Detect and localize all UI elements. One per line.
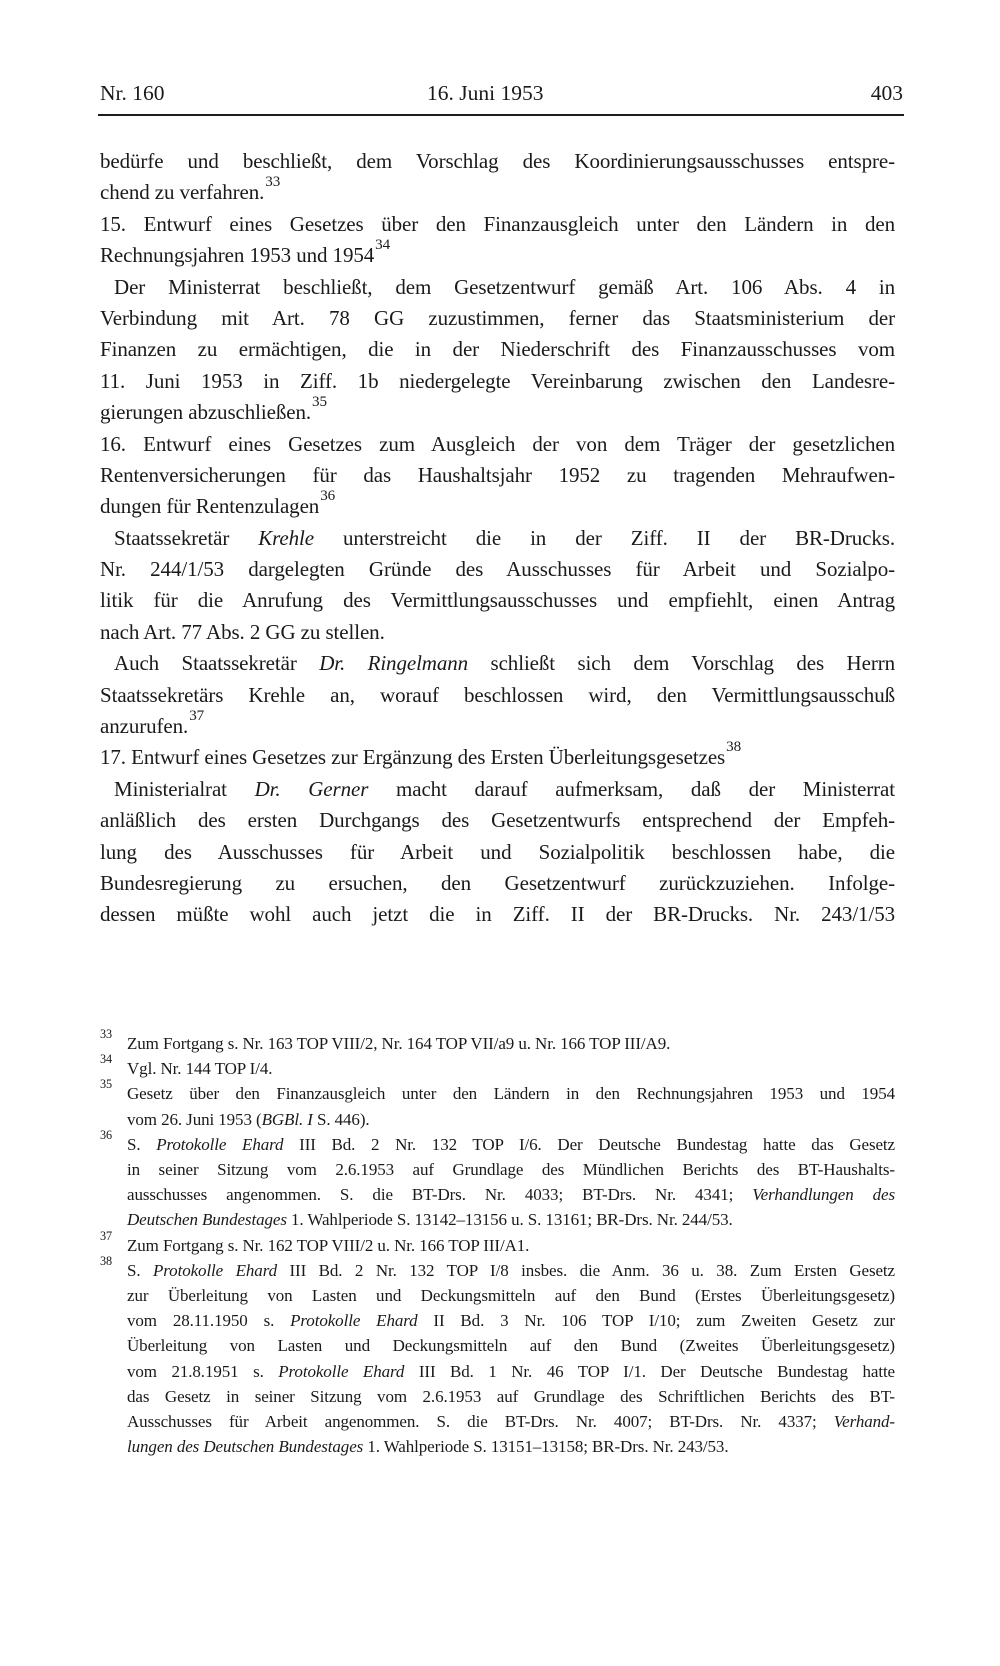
paragraph	[100, 429, 895, 523]
italic-text: BGBl. I	[261, 1109, 313, 1129]
text-line: dungen für Rentenzulagen$^{36}$	[100, 488, 336, 519]
paragraph	[100, 272, 895, 429]
text-line: anzurufen.$^{37}$	[100, 707, 205, 739]
footnote	[100, 1127, 896, 1233]
footnote	[100, 1052, 895, 1081]
footnote	[100, 1253, 896, 1460]
footnote-reference: 37	[189, 707, 205, 724]
footnote-line: in seiner Sitzung vom 2.6.1953 auf Grundlage des Mündlichen Berichts des BT-Haushalts-	[127, 1160, 895, 1180]
footnote-line: zur Überleitung von Lasten und Deckungsmitteln auf den Bund (Erstes Überleitungsgesetz)	[127, 1286, 895, 1306]
footnote-line: lungen des Deutschen Bundestages 1. Wahlperiode S. 13151–13158; BR-Drs. Nr. 243/53.	[127, 1437, 729, 1457]
paragraph	[100, 774, 895, 931]
footnote-line: vom 21.8.1951 s. Protokolle Ehard III Bd. 1 Nr. 46 TOP I/1. Der Deutsche Bundestag hatte	[127, 1361, 896, 1381]
italic-text: lungen des Deutschen Bundestages	[127, 1437, 364, 1457]
text-line: bedürfe und beschließt, dem Vorschlag des Koordinierungsausschusses entspre-	[100, 149, 895, 173]
italic-text: Verhand-	[833, 1412, 895, 1432]
text-line: chend zu verfahren.$^{33}$	[100, 174, 281, 205]
footnote-line: Überleitung von Lasten und Deckungsmitteln auf den Bund (Zweites Überleitungsgesetz)	[127, 1336, 895, 1356]
text-line: Verbindung mit Art. 78 GG zuzustimmen, ferner das Staatsministerium der	[100, 305, 895, 330]
text-line: dessen müßte wohl auch jetzt die in Ziff. II der BR-Drucks. Nr. 243/1/53	[100, 902, 895, 927]
footnote	[100, 1228, 895, 1258]
paragraph	[100, 146, 895, 209]
page-header	[0, 81, 1000, 109]
header-rule	[98, 114, 904, 116]
italic-text: Verhandlungen des	[752, 1185, 895, 1205]
footnotes-block	[100, 1027, 896, 1459]
text-line: lung des Ausschusses für Arbeit und Sozialpolitik beschlossen habe, die	[100, 839, 895, 864]
footnote-reference: 33	[265, 174, 281, 191]
footnote-reference: 35	[312, 393, 327, 410]
text-line: 17. Entwurf eines Gesetzes zur Ergänzung des Ersten Überleitungsgesetzes$^{38}$	[100, 739, 742, 770]
body-text	[100, 146, 895, 931]
text-line: Nr. 244/1/53 dargelegten Gründe des Ausschusses für Arbeit und Sozialpo-	[100, 557, 895, 582]
italic-text: Protokolle Ehard	[290, 1311, 418, 1331]
text-line: 11. Juni 1953 in Ziff. 1b niedergelegte Vereinbarung zwischen den Landesre-	[100, 368, 895, 393]
footnote-line: vom 26. Juni 1953 (BGBl. I S. 446).	[127, 1109, 370, 1129]
text-line: Rechnungsjahren 1953 und 1954$^{34}$	[100, 237, 391, 268]
text-line: Staatssekretärs Krehle an, worauf beschlossen wird, den Vermittlungsausschuß	[100, 682, 895, 707]
italic-text: Deutschen Bundestages	[127, 1210, 287, 1230]
text-line: nach Art. 77 Abs. 2 GG zu stellen.	[100, 619, 385, 644]
footnote-line: ausschusses angenommen. S. die BT-Drs. Nr. 4033; BT-Drs. Nr. 4341; Verhandlungen des	[127, 1185, 895, 1205]
session-number: Nr. 160	[100, 81, 165, 105]
footnote-line: $^{33}$ Zum Fortgang s. Nr. 163 TOP VIII/2, Nr. 164 TOP VII/a9 u. Nr. 166 TOP III/A9.	[100, 1027, 671, 1053]
text-line: gierungen abzuschließen.$^{35}$	[100, 393, 327, 425]
italic-text: Krehle	[258, 525, 315, 550]
footnote	[100, 1027, 895, 1056]
italic-text: Protokolle Ehard	[278, 1361, 405, 1381]
text-line: Finanzen zu ermächtigen, die in der Niederschrift des Finanzausschusses vom	[100, 337, 895, 362]
footnote-line: $^{37}$ Zum Fortgang s. Nr. 162 TOP VIII/2 u. Nr. 166 TOP III/A1.	[100, 1228, 530, 1255]
footnote-line: vom 28.11.1950 s. Protokolle Ehard II Bd. 3 Nr. 106 TOP I/10; zum Zweiten Gesetz zur	[127, 1311, 895, 1331]
paragraph	[100, 209, 895, 272]
italic-text: Protokolle Ehard	[153, 1260, 277, 1280]
text-line: 15. Entwurf eines Gesetzes über den Finanzausgleich unter den Ländern in den	[100, 211, 895, 236]
footnote	[100, 1077, 895, 1131]
text-line: Rentenversicherungen für das Haushaltsjahr 1952 zu tragenden Mehraufwen-	[100, 462, 895, 487]
footnote-reference: 38	[726, 739, 742, 756]
text-line: Bundesregierung zu ersuchen, den Gesetzentwurf zurückzuziehen. Infolge-	[100, 870, 895, 895]
footnote-line: das Gesetz in seiner Sitzung vom 2.6.1953 auf Grundlage des Schriftlichen Berichts des BT-	[127, 1386, 895, 1406]
text-line: litik für die Anrufung des Vermittlungsausschusses und empfiehlt, einen Antrag	[100, 588, 895, 613]
footnote-line: $^{35}$ Gesetz über den Finanzausgleich unter den Ländern in den Rechnungsjahren 1953 und 1954	[100, 1077, 895, 1104]
session-date: 16. Juni 1953	[427, 81, 544, 105]
footnote-reference: 34	[375, 237, 391, 254]
page-number: 403	[870, 81, 903, 105]
italic-text: Dr. Ringelmann	[319, 651, 469, 676]
text-line: Ministerialrat Dr. Gerner macht darauf aufmerksam, daß der Ministerrat	[114, 776, 895, 801]
text-line: Staatssekretär Krehle unterstreicht die in der Ziff. II der BR-Drucks.	[114, 525, 895, 550]
paragraph	[100, 739, 895, 773]
footnote-line: $^{38}$ S. Protokolle Ehard III Bd. 2 Nr. 132 TOP I/8 insbes. die Anm. 36 u. 38. Zum Ersten Gesetz	[100, 1253, 896, 1280]
footnote-reference: 36	[320, 488, 336, 505]
text-line: anläßlich des ersten Durchgangs des Gesetzentwurfs entsprechend der Empfeh-	[100, 808, 895, 833]
footnote-line: $^{34}$ Vgl. Nr. 144 TOP I/4.	[100, 1052, 273, 1079]
footnote-line: Ausschusses für Arbeit angenommen. S. die BT-Drs. Nr. 4007; BT-Drs. Nr. 4337; Verhand-	[127, 1412, 895, 1432]
paragraph	[100, 523, 895, 649]
text-line: Auch Staatssekretär Dr. Ringelmann schließt sich dem Vorschlag des Herrn	[114, 651, 896, 676]
footnote-line: $^{36}$ S. Protokolle Ehard III Bd. 2 Nr. 132 TOP I/6. Der Deutsche Bundestag hatte das Gesetz	[100, 1127, 896, 1154]
paragraph	[100, 648, 895, 742]
text-line: 16. Entwurf eines Gesetzes zum Ausgleich der von dem Träger der gesetzlichen	[100, 431, 895, 456]
italic-text: Protokolle Ehard	[156, 1134, 284, 1154]
text-line: Der Ministerrat beschließt, dem Gesetzentwurf gemäß Art. 106 Abs. 4 in	[114, 274, 895, 299]
footnote-line: Deutschen Bundestages 1. Wahlperiode S. 13142–13156 u. S. 13161; BR-Drs. Nr. 244/53.	[127, 1210, 733, 1230]
italic-text: Dr. Gerner	[254, 776, 369, 801]
